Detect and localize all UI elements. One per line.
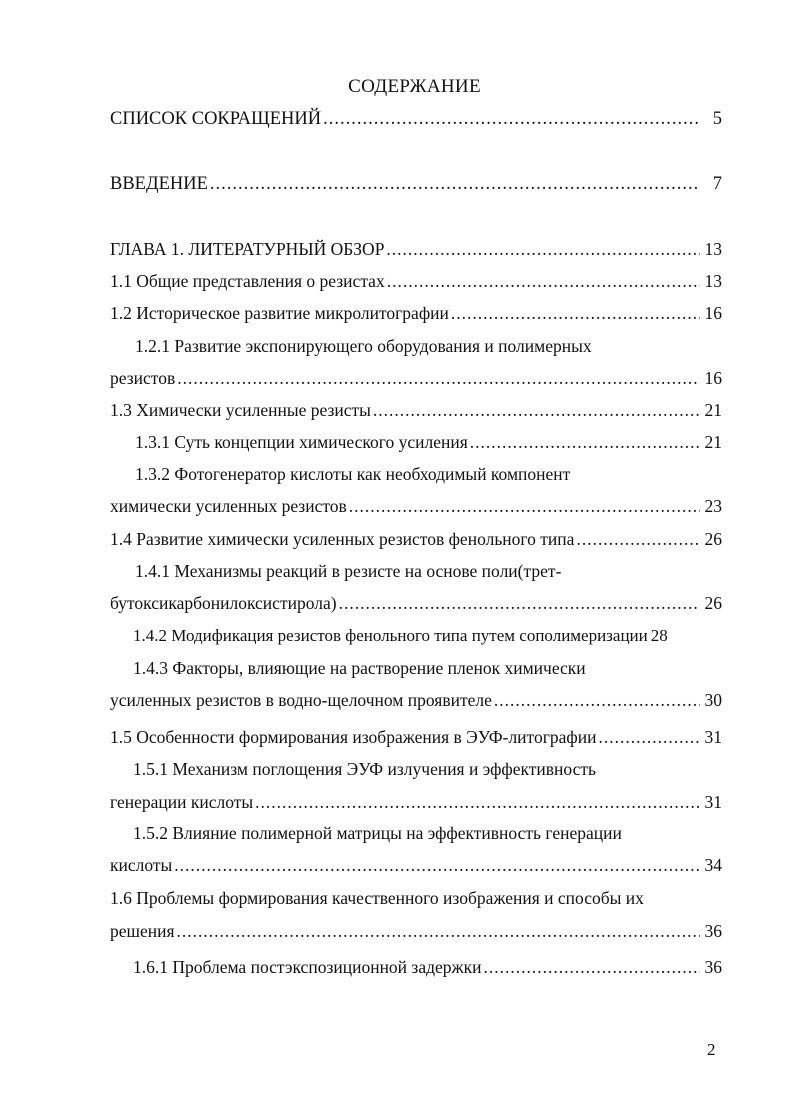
toc-entry-page: 21 <box>704 432 722 452</box>
toc-leader-dots <box>174 854 700 876</box>
toc-leader-dots <box>494 689 700 711</box>
toc-entry-label: 1.2 Историческое развитие микролитографии <box>110 303 449 323</box>
toc-leader-dots <box>177 367 700 389</box>
page-title: СОДЕРЖАНИЕ <box>348 76 481 97</box>
toc-entry-label: 1.1 Общие представления о резистах <box>110 271 385 291</box>
toc-entry-1-6-1[interactable] <box>133 956 722 978</box>
toc-entry-label: бутоксикарбонилоксистирола) <box>110 593 337 613</box>
toc-leader-dots <box>386 238 700 260</box>
toc-leader-dots <box>470 431 700 453</box>
toc-entry-page: 30 <box>704 690 722 710</box>
toc-entry-1-5-1[interactable] <box>110 791 722 813</box>
toc-entry-label: ГЛАВА 1. ЛИТЕРАТУРНЫЙ ОБЗОР <box>110 239 385 259</box>
toc-entry-label: решения <box>110 921 175 941</box>
toc-entry-chapter-1[interactable] <box>110 238 722 260</box>
toc-entry-label: генерации кислоты <box>110 792 254 812</box>
toc-entry-label: химически усиленных резистов <box>110 496 347 516</box>
toc-entry-1-5-1-line1[interactable]: 1.5.1 Механизм поглощения ЭУФ излучения и эффективность <box>133 759 596 779</box>
toc-entry-page: 21 <box>704 400 722 420</box>
toc-entry-1-4[interactable] <box>110 528 722 550</box>
toc-entry-1-1[interactable] <box>110 270 722 292</box>
toc-entry-1-6[interactable] <box>110 920 722 942</box>
toc-leader-dots <box>576 528 700 550</box>
toc-entry-1-3-2[interactable] <box>110 495 722 517</box>
toc-entry-label: СПИСОК СОКРАЩЕНИЙ <box>110 109 322 129</box>
toc-leader-dots <box>451 302 700 324</box>
toc-entry-page: 13 <box>704 239 722 259</box>
toc-entry-label: 1.3 Химически усиленные резисты <box>110 400 371 420</box>
toc-entry-1-5[interactable] <box>110 726 722 748</box>
toc-entry-label: резистов <box>110 368 176 388</box>
toc-entry-1-5-2-line1[interactable]: 1.5.2 Влияние полимерной матрицы на эффективность генерации <box>133 823 622 843</box>
toc-entry-label: 1.4 Развитие химически усиленных резистов фенольного типа <box>110 529 575 549</box>
toc-entry-abbreviations[interactable] <box>110 108 722 130</box>
toc-entry-label: 1.5 Особенности формирования изображения в ЭУФ-литографии <box>110 727 597 747</box>
toc-entry-page: 26 <box>704 593 722 613</box>
toc-entry-page: 36 <box>704 957 722 977</box>
toc-leader-dots <box>483 956 700 978</box>
page-number: 2 <box>707 1040 716 1059</box>
toc-entry-page: 26 <box>704 529 722 549</box>
toc-leader-dots <box>373 399 700 421</box>
toc-entry-label: ВВЕДЕНИЕ <box>110 174 208 194</box>
toc-leader-dots <box>210 173 700 195</box>
toc-leader-dots <box>255 791 700 813</box>
toc-leader-dots <box>323 108 700 130</box>
toc-entry-page: 23 <box>704 496 722 516</box>
toc-entry-label: 1.6.1 Проблема постэкспозиционной задержки <box>133 957 482 977</box>
toc-entry-page: 34 <box>704 855 722 875</box>
toc-entry-1-4-3-line1[interactable]: 1.4.3 Факторы, влияющие на растворение пленок химически <box>133 658 586 678</box>
toc-entry-1-2-1[interactable] <box>110 367 722 389</box>
toc-entry-introduction[interactable] <box>110 173 722 195</box>
toc-entry-1-5-2[interactable] <box>110 854 722 876</box>
toc-entry-label: 1.3.1 Суть концепции химического усиления <box>135 432 468 452</box>
toc-entry-1-3-1[interactable] <box>135 431 722 453</box>
toc-entry-page: 36 <box>704 921 722 941</box>
toc-entry-1-4-3[interactable] <box>110 689 722 711</box>
toc-entry-1-4-1[interactable] <box>110 592 722 614</box>
toc-leader-dots <box>387 270 700 292</box>
toc-entry-label: кислоты <box>110 855 173 875</box>
toc-entry-1-3-2-line1[interactable]: 1.3.2 Фотогенератор кислоты как необходимый компонент <box>135 464 571 484</box>
toc-entry-1-6-line1[interactable]: 1.6 Проблемы формирования качественного изображения и способы их <box>110 888 644 908</box>
toc-entry-page: 5 <box>712 109 722 129</box>
toc-entry-1-4-2[interactable] <box>133 625 722 647</box>
toc-entry-page: 16 <box>704 368 722 388</box>
toc-leader-dots <box>339 592 700 614</box>
toc-entry-page: 13 <box>704 271 722 291</box>
toc-entry-page: 28 <box>650 626 668 645</box>
toc-leader-dots <box>598 726 700 748</box>
toc-entry-1-4-1-line1[interactable]: 1.4.1 Механизмы реакций в резисте на основе поли(трет- <box>135 561 562 581</box>
toc-entry-1-2[interactable] <box>110 302 722 324</box>
toc-entry-1-3[interactable] <box>110 399 722 421</box>
toc-entry-page: 31 <box>704 727 722 747</box>
toc-entry-label: усиленных резистов в водно-щелочном проявителе <box>110 690 492 710</box>
toc-leader-dots <box>177 920 700 942</box>
toc-entry-page: 16 <box>704 303 722 323</box>
toc-entry-page: 31 <box>704 792 722 812</box>
toc-entry-page: 7 <box>712 174 722 194</box>
toc-leader-dots <box>349 495 700 517</box>
toc-entry-label: 1.4.2 Модификация резистов фенольного типа путем сополимеризации <box>133 626 648 645</box>
toc-entry-1-2-1-line1[interactable]: 1.2.1 Развитие экспонирующего оборудования и полимерных <box>135 336 592 356</box>
